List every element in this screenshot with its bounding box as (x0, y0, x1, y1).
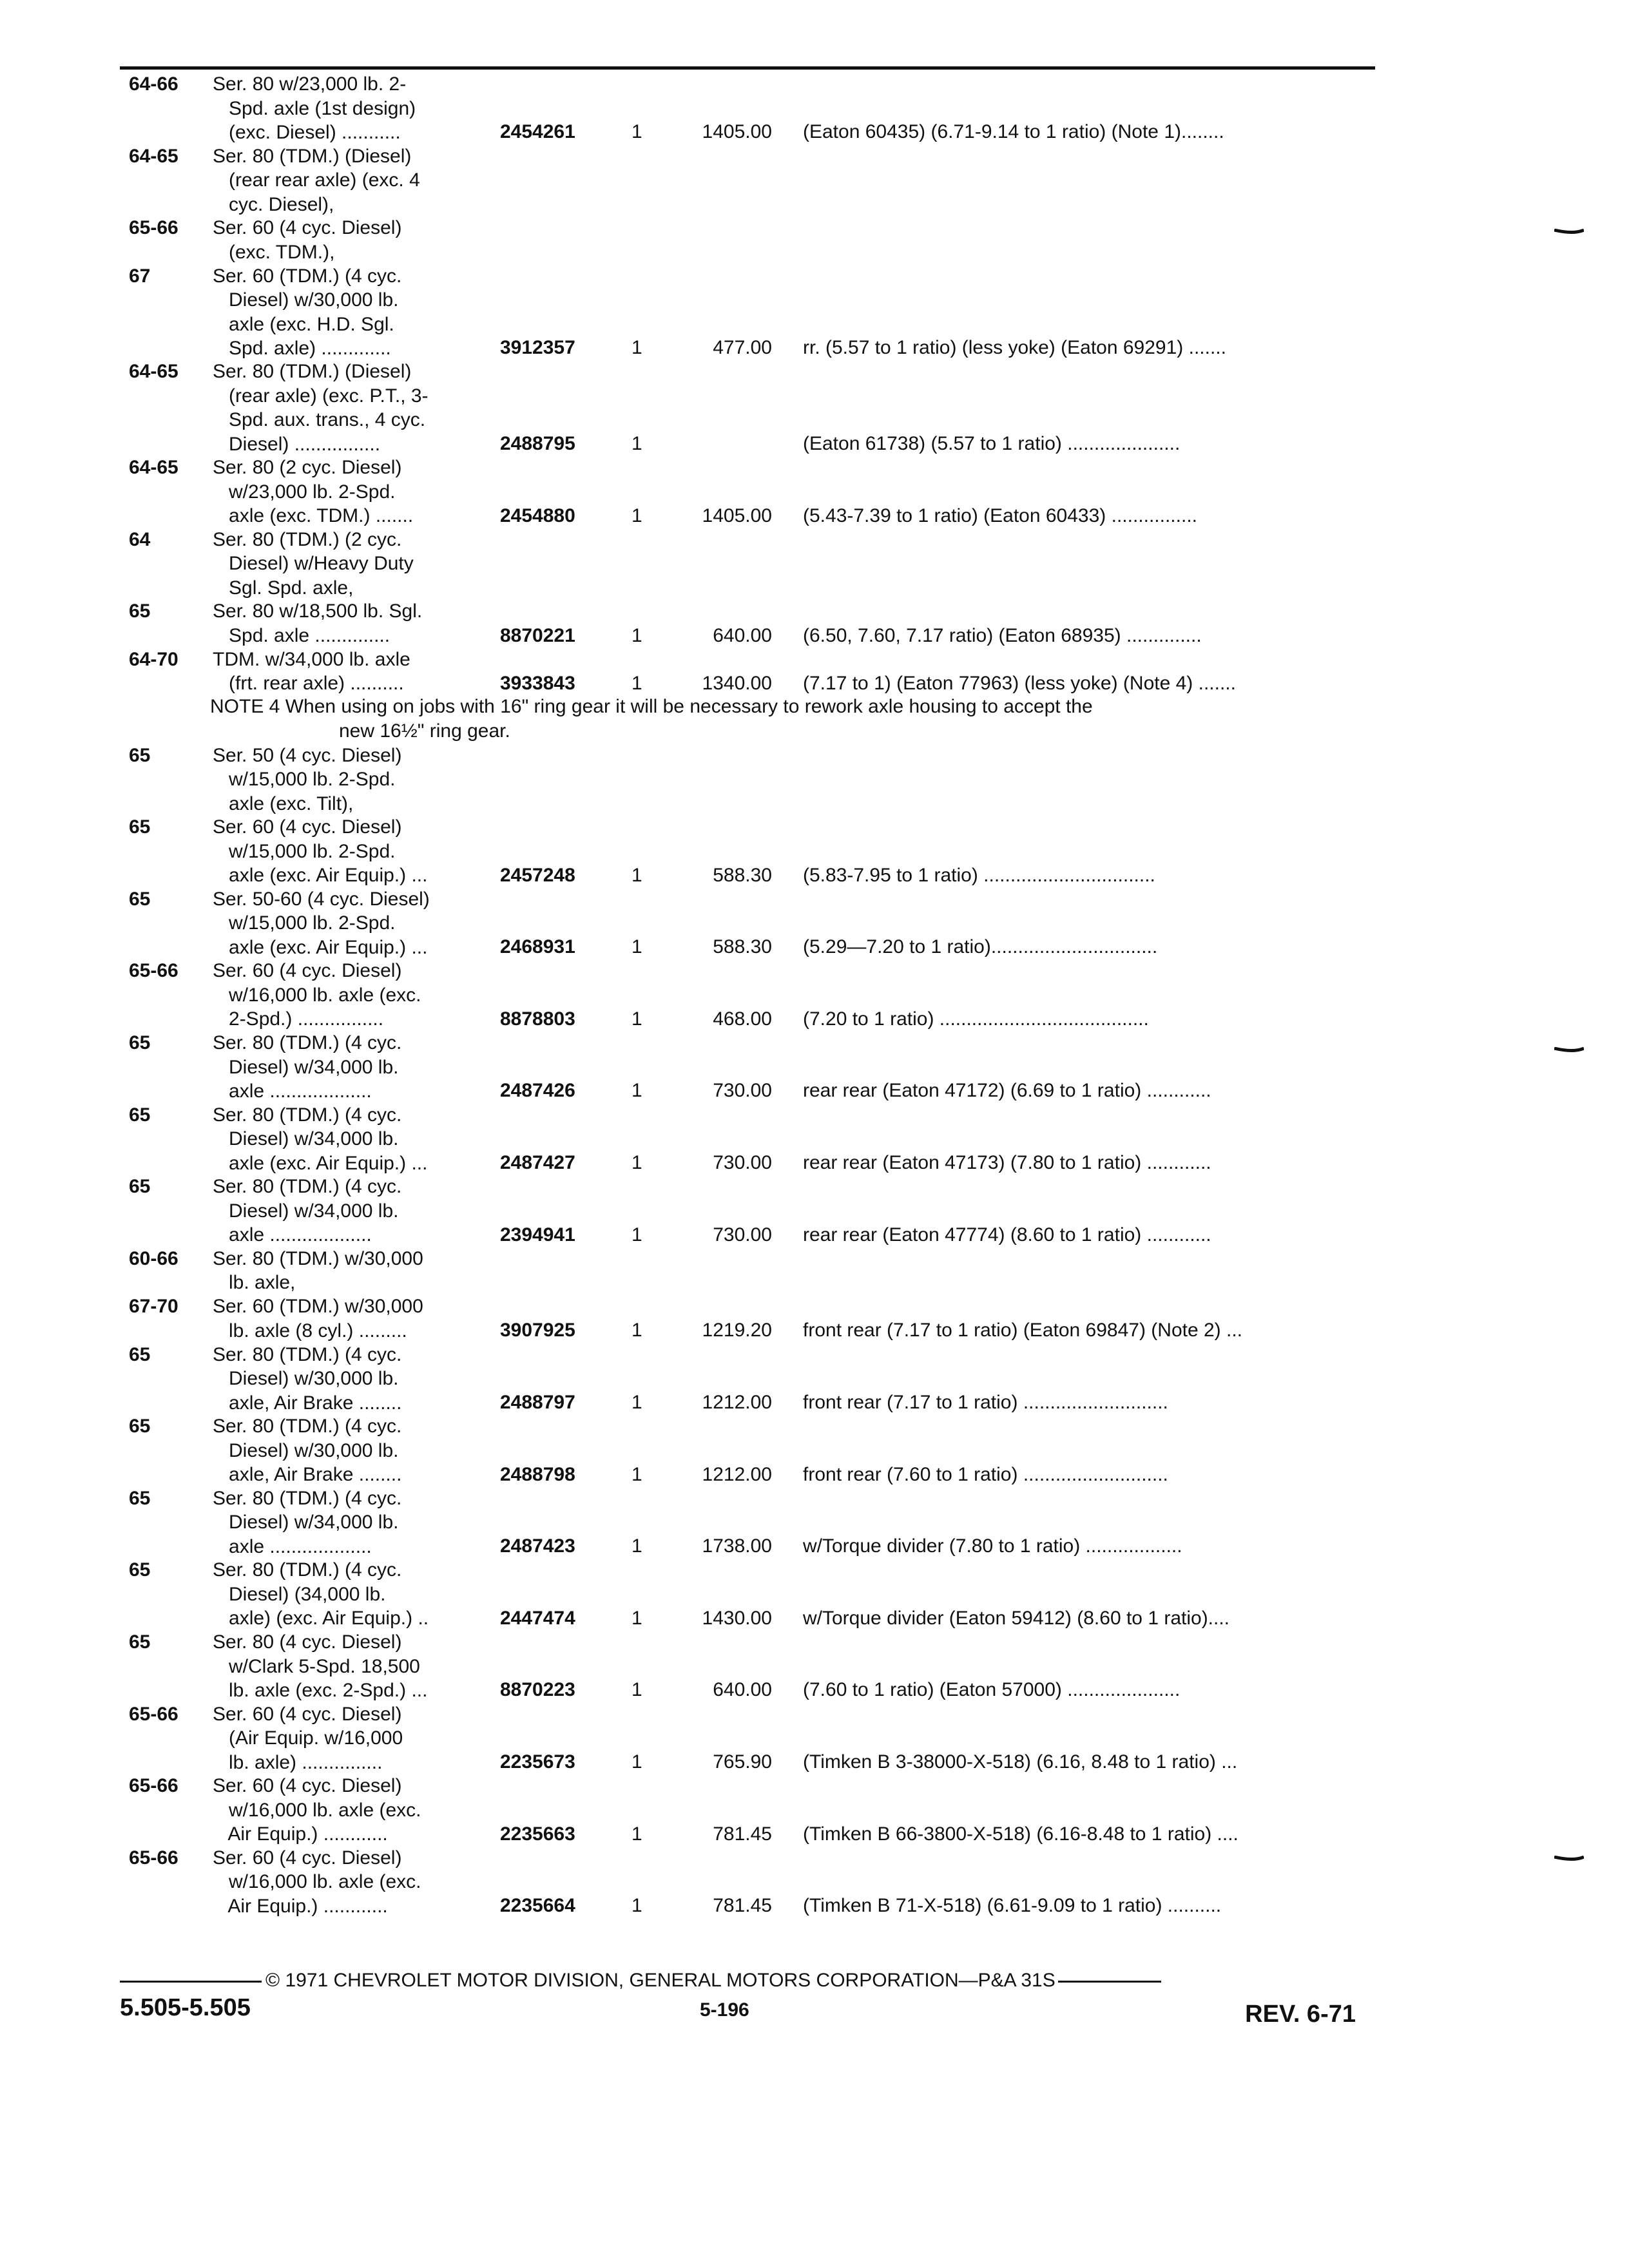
quantity: 1 (631, 1751, 642, 1773)
part-number: 2394941 (500, 1224, 575, 1245)
description-line: axle, Air Brake ........ (213, 1392, 402, 1414)
description-line: Ser. 60 (TDM.) (4 cyc. (213, 265, 402, 287)
part-number: 8878803 (500, 1008, 575, 1030)
model-years: 67 (129, 265, 151, 287)
description-line: Ser. 60 (4 cyc. Diesel) (213, 1775, 402, 1797)
application-description (213, 1558, 429, 1631)
description-line: (Air Equip. w/16,000 (213, 1727, 403, 1749)
application-description (213, 72, 416, 145)
remarks: front rear (7.60 to 1 ratio) ........................... (803, 1463, 1168, 1485)
application-description (213, 648, 410, 696)
remarks: rear rear (Eaton 47774) (8.60 to 1 ratio) ............ (803, 1224, 1211, 1245)
remarks: (Eaton 61738) (5.57 to 1 ratio) ..................... (803, 432, 1181, 454)
remarks: (5.29—7.20 to 1 ratio)............................... (803, 936, 1158, 958)
description-line: Diesel) w/30,000 lb. (213, 289, 399, 311)
description-line: Ser. 60 (TDM.) w/30,000 (213, 1296, 423, 1318)
description-line: Ser. 60 (4 cyc. Diesel) (213, 1703, 402, 1725)
remarks: (5.43-7.39 to 1 ratio) (Eaton 60433) ................ (803, 505, 1197, 526)
application-description (213, 1702, 403, 1775)
application-description (213, 1247, 423, 1295)
footer-copyright-line (120, 1970, 1375, 1992)
list-price: 588.30 (713, 864, 772, 886)
description-line: w/16,000 lb. axle (exc. (213, 1871, 421, 1893)
description-line: Diesel) w/34,000 lb. (213, 1128, 399, 1150)
description-line: axle (exc. Air Equip.) ... (213, 865, 428, 887)
application-description (213, 1630, 427, 1703)
part-number: 2457248 (500, 864, 575, 886)
description-line: (rear axle) (exc. P.T., 3- (213, 385, 429, 407)
description-line: Ser. 80 (TDM.) (4 cyc. (213, 1032, 402, 1053)
page-footer (120, 1962, 1375, 2039)
remarks: rear rear (Eaton 47173) (7.80 to 1 ratio) ............ (803, 1151, 1211, 1173)
description-line: Ser. 60 (4 cyc. Diesel) (213, 960, 402, 982)
model-years: 65-66 (129, 960, 178, 982)
model-years: 65 (129, 816, 151, 838)
remarks: (Timken B 3-38000-X-518) (6.16, 8.48 to 1 ratio) ... (803, 1751, 1238, 1773)
binder-mark (1554, 229, 1584, 233)
quantity: 1 (631, 121, 642, 143)
application-description (213, 1343, 401, 1416)
remarks: (Eaton 60435) (6.71-9.14 to 1 ratio) (Note 1)........ (803, 121, 1224, 143)
part-number: 3907925 (500, 1320, 575, 1341)
model-years: 65 (129, 1343, 151, 1365)
application-description (213, 144, 420, 217)
remarks: front rear (7.17 to 1 ratio) ........................... (803, 1391, 1168, 1413)
page-number: 5-196 (700, 1999, 749, 2021)
application-description (213, 1774, 421, 1847)
application-description (213, 815, 427, 888)
part-number: 2447474 (500, 1607, 575, 1629)
description-line: lb. axle (8 cyl.) ......... (213, 1320, 407, 1341)
description-line: axle (exc. Air Equip.) ... (213, 936, 428, 958)
description-line: Sgl. Spd. axle, (213, 577, 354, 599)
binder-mark (1554, 1047, 1584, 1051)
description-line: lb. axle (exc. 2-Spd.) ... (213, 1680, 428, 1701)
list-price: 765.90 (713, 1751, 772, 1773)
model-years: 65 (129, 1487, 151, 1509)
application-description (213, 264, 401, 361)
quantity: 1 (631, 1895, 642, 1917)
application-description (213, 1294, 423, 1343)
description-line: Spd. axle) ............. (213, 338, 391, 360)
model-years: 65 (129, 1559, 151, 1581)
quantity: 1 (631, 432, 642, 454)
list-price: 477.00 (713, 337, 772, 359)
description-line: Diesel) (34,000 lb. (213, 1583, 386, 1605)
copyright-text: © 1971 CHEVROLET MOTOR DIVISION, GENERAL MOTORS CORPORATION—P&A 31S (265, 1970, 1055, 1991)
description-line: Diesel) w/34,000 lb. (213, 1200, 399, 1222)
part-number: 2487423 (500, 1535, 575, 1557)
list-price: 1212.00 (702, 1391, 772, 1413)
quantity: 1 (631, 1391, 642, 1413)
part-number: 2468931 (500, 936, 575, 958)
remarks: (6.50, 7.60, 7.17 ratio) (Eaton 68935) .............. (803, 624, 1202, 646)
part-number: 2235664 (500, 1895, 575, 1917)
remarks: w/Torque divider (7.80 to 1 ratio) .................. (803, 1535, 1182, 1557)
remarks: (7.20 to 1 ratio) ....................................... (803, 1008, 1149, 1030)
part-number: 2235663 (500, 1823, 575, 1845)
model-years: 67-70 (129, 1296, 178, 1318)
quantity: 1 (631, 337, 642, 359)
application-description (213, 1486, 401, 1559)
description-line: axle (exc. H.D. Sgl. (213, 313, 394, 335)
part-number: 2488798 (500, 1463, 575, 1485)
quantity: 1 (631, 1463, 642, 1485)
list-price: 730.00 (713, 1224, 772, 1245)
quantity: 1 (631, 1151, 642, 1173)
quantity: 1 (631, 1823, 642, 1845)
description-line: Ser. 80 (2 cyc. Diesel) (213, 457, 402, 479)
part-number: 2488797 (500, 1391, 575, 1413)
list-price: 1405.00 (702, 121, 772, 143)
application-description (213, 599, 422, 648)
model-years: 64-65 (129, 145, 178, 167)
application-description (213, 1031, 401, 1104)
remarks: rear rear (Eaton 47172) (6.69 to 1 ratio) ............ (803, 1080, 1211, 1102)
quantity: 1 (631, 624, 642, 646)
quantity: 1 (631, 505, 642, 526)
description-line: axle, Air Brake ........ (213, 1464, 402, 1486)
application-description (213, 216, 401, 264)
model-years: 65 (129, 1104, 151, 1126)
description-line: Ser. 80 (TDM.) (Diesel) (213, 145, 412, 167)
description-line: cyc. Diesel), (213, 193, 334, 215)
quantity: 1 (631, 672, 642, 694)
model-years: 65 (129, 1176, 151, 1198)
description-line: w/16,000 lb. axle (exc. (213, 984, 421, 1006)
description-line: Ser. 50 (4 cyc. Diesel) (213, 744, 402, 766)
application-description (213, 528, 414, 601)
description-line: w/15,000 lb. 2-Spd. (213, 912, 396, 934)
application-description (213, 887, 430, 960)
description-line: Diesel) w/34,000 lb. (213, 1056, 399, 1078)
quantity: 1 (631, 1607, 642, 1629)
description-line: Ser. 80 (TDM.) (4 cyc. (213, 1176, 402, 1198)
description-line: w/16,000 lb. axle (exc. (213, 1799, 421, 1821)
list-price: 1219.20 (702, 1320, 772, 1341)
model-years: 65-66 (129, 1775, 178, 1797)
description-line: Spd. axle (1st design) (213, 97, 416, 119)
list-price: 781.45 (713, 1895, 772, 1917)
description-line: Ser. 80 (TDM.) (4 cyc. (213, 1343, 402, 1365)
application-description (213, 456, 413, 528)
part-number: 8870223 (500, 1679, 575, 1701)
part-number: 3912357 (500, 337, 575, 359)
model-years: 65-66 (129, 1703, 178, 1725)
description-line: Diesel) w/30,000 lb. (213, 1439, 399, 1461)
quantity: 1 (631, 1320, 642, 1341)
model-years: 60-66 (129, 1247, 178, 1269)
description-line: Diesel) ................ (213, 433, 381, 455)
description-line: Ser. 80 (TDM.) (4 cyc. (213, 1559, 402, 1581)
description-line: lb. axle) ............... (213, 1751, 383, 1773)
description-line: Spd. aux. trans., 4 cyc. (213, 409, 426, 431)
remarks: (7.17 to 1) (Eaton 77963) (less yoke) (Note 4) ....... (803, 672, 1236, 694)
description-line: (exc. TDM.), (213, 241, 335, 263)
model-years: 64-70 (129, 648, 178, 670)
description-line: Air Equip.) ............ (213, 1823, 388, 1845)
note-4 (210, 695, 1434, 743)
model-years: 64-65 (129, 457, 178, 479)
model-years: 65 (129, 888, 151, 910)
revision-date: REV. 6-71 (1245, 2001, 1356, 2028)
description-line: axle ................... (213, 1535, 372, 1557)
model-years: 65-66 (129, 1847, 178, 1869)
description-line: Ser. 80 w/18,500 lb. Sgl. (213, 601, 423, 622)
remarks: (Timken B 66-3800-X-518) (6.16-8.48 to 1 ratio) .... (803, 1823, 1239, 1845)
application-description (213, 1846, 421, 1919)
description-line: w/23,000 lb. 2-Spd. (213, 481, 396, 503)
application-description (213, 1175, 401, 1247)
description-line: axle (exc. Air Equip.) ... (213, 1152, 428, 1174)
part-number: 3933843 (500, 672, 575, 694)
model-years: 65 (129, 601, 151, 622)
description-line: Spd. axle .............. (213, 624, 390, 646)
part-number: 2487427 (500, 1151, 575, 1173)
remarks: (Timken B 71-X-518) (6.61-9.09 to 1 ratio) .......... (803, 1895, 1222, 1917)
model-years: 65-66 (129, 217, 178, 239)
list-price: 1738.00 (702, 1535, 772, 1557)
application-description (213, 1414, 401, 1487)
quantity: 1 (631, 1080, 642, 1102)
quantity: 1 (631, 1535, 642, 1557)
section-number: 5.505-5.505 (120, 1994, 251, 2021)
part-number: 2454880 (500, 505, 575, 526)
description-line: axle) (exc. Air Equip.) .. (213, 1608, 429, 1629)
description-line: Diesel) w/30,000 lb. (213, 1368, 399, 1390)
application-description (213, 360, 429, 456)
description-line: axle (exc. Tilt), (213, 793, 354, 814)
part-number: 8870221 (500, 624, 575, 646)
list-price: 640.00 (713, 624, 772, 646)
description-line: Ser. 80 (TDM.) (Diesel) (213, 361, 412, 383)
model-years: 65 (129, 1631, 151, 1653)
description-line: Air Equip.) ............ (213, 1895, 388, 1917)
description-line: Ser. 80 (TDM.) (4 cyc. (213, 1416, 402, 1437)
description-line: w/Clark 5-Spd. 18,500 (213, 1655, 420, 1677)
list-price: 588.30 (713, 936, 772, 958)
list-price: 1405.00 (702, 505, 772, 526)
quantity: 1 (631, 1224, 642, 1245)
description-line: 2-Spd.) ................ (213, 1008, 384, 1030)
description-line: axle ................... (213, 1224, 372, 1246)
application-description (213, 1103, 427, 1176)
model-years: 65 (129, 1416, 151, 1437)
list-price: 640.00 (713, 1679, 772, 1701)
note-4-line1: NOTE 4 When using on jobs with 16" ring gear it will be necessary to rework axle housing to accept the (210, 696, 1093, 717)
note-4-line2: new 16½" ring gear. (339, 720, 510, 742)
description-line: Diesel) w/34,000 lb. (213, 1512, 399, 1533)
list-price: 1430.00 (702, 1607, 772, 1629)
description-line: Ser. 80 (TDM.) w/30,000 (213, 1247, 423, 1269)
description-line: Ser. 80 (4 cyc. Diesel) (213, 1631, 402, 1653)
description-line: axle ................... (213, 1081, 372, 1102)
quantity: 1 (631, 1008, 642, 1030)
model-years: 65 (129, 744, 151, 766)
model-years: 65 (129, 1032, 151, 1053)
description-line: Ser. 80 (TDM.) (4 cyc. (213, 1104, 402, 1126)
list-price: 468.00 (713, 1008, 772, 1030)
remarks: rr. (5.57 to 1 ratio) (less yoke) (Eaton 69291) ....... (803, 337, 1226, 359)
description-line: Ser. 80 (TDM.) (4 cyc. (213, 1487, 402, 1509)
application-description (213, 959, 421, 1032)
description-line: lb. axle, (213, 1272, 296, 1294)
description-line: Diesel) w/Heavy Duty (213, 553, 414, 575)
application-description (213, 744, 401, 816)
description-line: Ser. 60 (4 cyc. Diesel) (213, 816, 402, 838)
binder-mark (1554, 1856, 1584, 1860)
quantity: 1 (631, 864, 642, 886)
list-price: 730.00 (713, 1151, 772, 1173)
description-line: Ser. 60 (4 cyc. Diesel) (213, 217, 402, 239)
part-number: 2235673 (500, 1751, 575, 1773)
list-price: 730.00 (713, 1080, 772, 1102)
remarks: (7.60 to 1 ratio) (Eaton 57000) ..................... (803, 1679, 1181, 1701)
description-line: Ser. 80 (TDM.) (2 cyc. (213, 528, 402, 550)
description-line: Ser. 80 w/23,000 lb. 2- (213, 73, 407, 95)
description-line: TDM. w/34,000 lb. axle (213, 648, 410, 670)
model-years: 64-66 (129, 73, 178, 95)
remarks: (5.83-7.95 to 1 ratio) ................................ (803, 864, 1155, 886)
description-line: axle (exc. TDM.) ....... (213, 505, 414, 527)
quantity: 1 (631, 1679, 642, 1701)
list-price: 1340.00 (702, 672, 772, 694)
list-price: 1212.00 (702, 1463, 772, 1485)
description-line: (exc. Diesel) ........... (213, 122, 401, 143)
description-line: w/15,000 lb. 2-Spd. (213, 840, 396, 862)
description-line: w/15,000 lb. 2-Spd. (213, 769, 396, 791)
quantity: 1 (631, 936, 642, 958)
model-years: 64-65 (129, 361, 178, 383)
model-years: 64 (129, 528, 151, 550)
description-line: Ser. 60 (4 cyc. Diesel) (213, 1847, 402, 1869)
part-number: 2454261 (500, 121, 575, 143)
description-line: Ser. 50-60 (4 cyc. Diesel) (213, 888, 430, 910)
remarks: front rear (7.17 to 1 ratio) (Eaton 69847) (Note 2) ... (803, 1320, 1243, 1341)
part-number: 2487426 (500, 1080, 575, 1102)
list-price: 781.45 (713, 1823, 772, 1845)
part-number: 2488795 (500, 432, 575, 454)
remarks: w/Torque divider (Eaton 59412) (8.60 to 1 ratio).... (803, 1607, 1230, 1629)
description-line: (rear rear axle) (exc. 4 (213, 169, 420, 191)
description-line: (frt. rear axle) .......... (213, 673, 404, 695)
